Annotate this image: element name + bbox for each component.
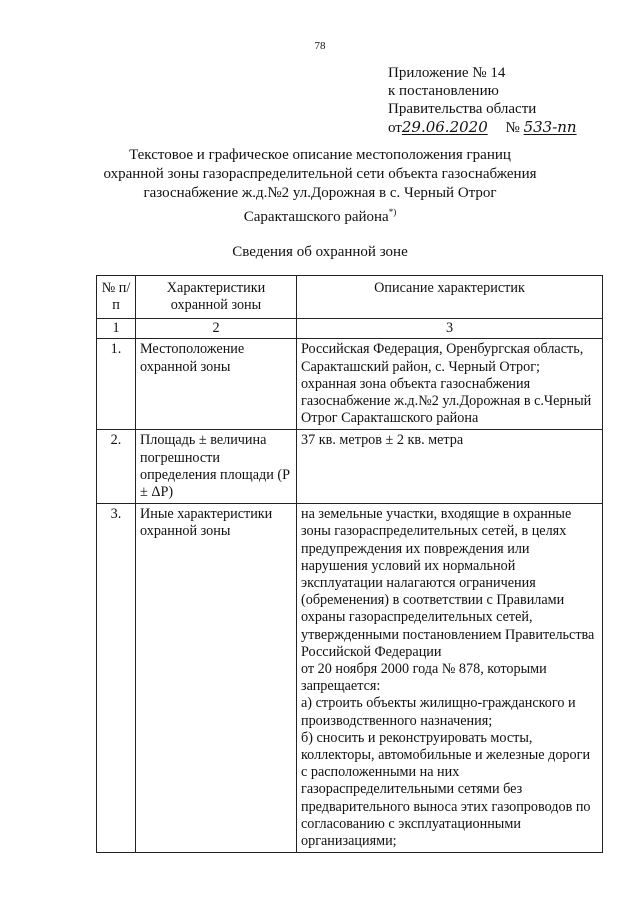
table-row <box>97 504 603 853</box>
column-number-row <box>97 319 603 339</box>
row-3-description-part-2: от 20 ноября 2000 года № 878, которыми запрещается: <box>301 661 547 695</box>
column-number-2: 2 <box>136 319 297 339</box>
date-prefix: от <box>388 120 402 136</box>
handwritten-number: 533-пп <box>523 118 577 136</box>
title-line-4-wrap <box>100 203 540 227</box>
appendix-date-number-line <box>388 118 577 137</box>
row-3-description-part-4: б) сносить и реконструировать мосты, коллекторы, автомобильные и железные дороги с расположенными на них газораспределительными сетями без предварительного выноса этих газопроводов по согласованию с эксплуатационными организациями; <box>301 729 591 850</box>
row-1-num: 1. <box>97 339 136 430</box>
header-characteristic: Характеристики охранной зоны <box>136 276 297 319</box>
title-line-1: Текстовое и графическое описание местоположения границ <box>129 147 511 163</box>
row-3-description-part-1: на земельные участки, входящие в охранные зоны газораспределительных сетей, в целях предупреждения их повреждения или нарушения условий их нормальной эксплуатации налагаются ограничения (обременения) в соответствии с Правилами охраны газораспределительных сетей, утвержденными постановлением Правительства Российской Федерации <box>301 506 595 660</box>
row-1-characteristic: Местоположение охранной зоны <box>136 339 297 430</box>
appendix-government-label: Правительства области <box>388 101 537 117</box>
footnote-mark: *) <box>388 207 397 217</box>
row-2-characteristic: Площадь ± величина погрешности определения площади (P ± ΔP) <box>136 430 297 504</box>
document-title <box>100 146 540 227</box>
handwritten-date: 29.06.2020 <box>401 118 488 136</box>
table-header-row <box>97 276 603 319</box>
row-2-num: 2. <box>97 430 136 504</box>
appendix-block <box>388 64 577 137</box>
column-number-1: 1 <box>97 319 136 339</box>
row-3-description-part-3: а) строить объекты жилищно-гражданского и производственного назначения; <box>301 695 576 729</box>
header-num: № п/п <box>97 276 136 319</box>
appendix-resolution-label: к постановлению <box>388 83 499 99</box>
protection-zone-table <box>96 275 603 853</box>
title-line-3: газоснабжение ж.д.№2 ул.Дорожная в с. Черный Отрог <box>143 185 497 201</box>
section-title: Сведения об охранной зоне <box>232 244 408 260</box>
table-row <box>97 339 603 430</box>
row-1-description: Российская Федерация, Оренбургская область, Саракташский район, с. Черный Отрог; охранная зона объекта газоснабжения газоснабжение ж.д.№2 ул.Дорожная в с.Черный Отрог Саракташского района <box>297 339 603 430</box>
table-row <box>97 430 603 504</box>
header-description: Описание характеристик <box>297 276 603 319</box>
column-number-3: 3 <box>297 319 603 339</box>
row-2-description: 37 кв. метров ± 2 кв. метра <box>297 430 603 504</box>
title-line-4: Саракташского района <box>243 209 389 225</box>
row-3-description <box>297 504 603 853</box>
appendix-title: Приложение № 14 <box>388 65 506 81</box>
number-prefix: № <box>505 120 520 136</box>
title-line-2: охранной зоны газораспределительной сети объекта газоснабжения <box>103 166 537 182</box>
row-3-characteristic: Иные характеристики охранной зоны <box>136 504 297 853</box>
page-number: 78 <box>314 40 326 52</box>
row-3-num: 3. <box>97 504 136 853</box>
